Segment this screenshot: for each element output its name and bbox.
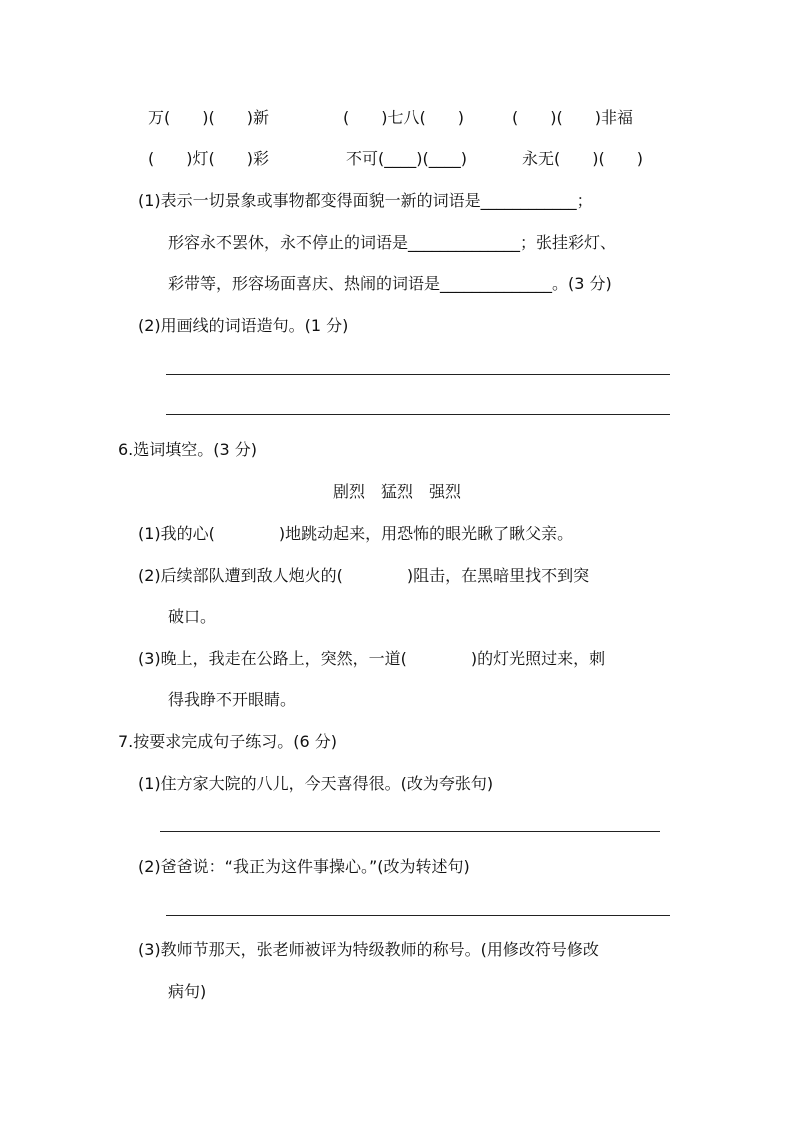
idiom-2: ( )七八( ) [343,108,464,127]
q6-word-bank: 剧烈 猛烈 强烈 [332,482,461,501]
q6-sentence-3a: (3)晚上，我走在公路上，突然，一道( )的灯光照过来，刺 [138,649,606,668]
idiom-6: 永无( )( ) [522,149,643,168]
q6-sentence-1: (1)我的心( )地跳动起来，用恐怖的眼光瞅了瞅父亲。 [138,524,574,543]
idiom-5: 不可(____)(____) [346,149,467,168]
q7-title: 7.按要求完成句子练习。(6 分) [118,732,338,751]
idiom-1: 万( )( )新 [148,108,269,127]
q6-title: 6.选词填空。(3 分) [118,440,258,459]
q5-sub2-line1: (2)用画线的词语造句。(1 分) [138,316,349,335]
q6-sentence-2b: 破口。 [168,607,217,626]
q5-sub1-line2: 形容永不罢休，永不停止的词语是______________；张挂彩灯、 [168,233,617,252]
q7-sentence-3b: 病句) [168,982,207,1001]
idiom-4: ( )灯( )彩 [148,149,269,168]
q6-sentence-3b: 得我睁不开眼睛。 [168,690,297,709]
answer-line[interactable] [166,414,670,415]
q7-sentence-3a: (3)教师节那天，张老师被评为特级教师的称号。(用修改符号修改 [138,940,599,959]
answer-line[interactable] [160,831,660,832]
idiom-3: ( )( )非福 [512,108,633,127]
q7-sentence-1: (1)住方家大院的八儿，今天喜得很。(改为夸张句) [138,774,494,793]
q6-sentence-2a: (2)后续部队遭到敌人炮火的( )阻击，在黑暗里找不到突 [138,566,590,585]
q5-sub1-line1: (1)表示一切景象或事物都变得面貌一新的词语是____________； [138,191,593,210]
answer-line[interactable] [166,915,670,916]
q5-sub1-line3: 彩带等，形容场面喜庆、热闹的词语是______________。(3 分) [168,274,612,293]
q7-sentence-2: (2)爸爸说：“我正为这件事操心。”(改为转述句) [138,857,470,876]
answer-line[interactable] [166,374,670,375]
